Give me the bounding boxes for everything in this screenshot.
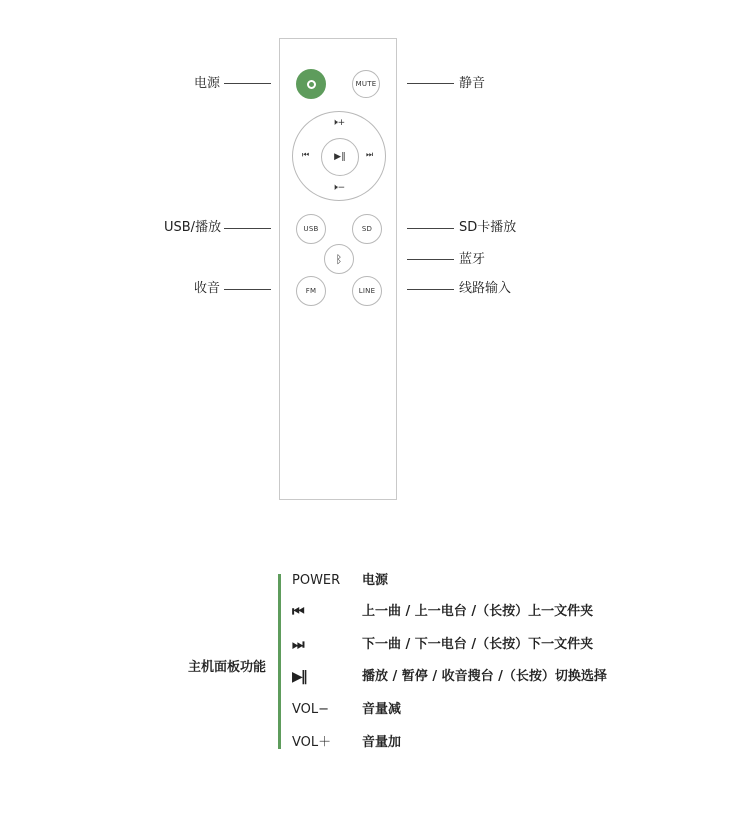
callout-sd-play: SD卡播放	[459, 220, 517, 235]
callout-line-line-in	[407, 289, 454, 290]
callout-power: 电源	[194, 76, 221, 91]
function-key-vol-up: VOL＋	[292, 735, 332, 750]
function-desc-next: 下一曲 / 下一电台 /（长按）下一文件夹	[362, 637, 594, 652]
mute-button[interactable]: MUTE	[352, 70, 380, 98]
callout-mute: 静音	[459, 76, 486, 91]
callout-line-mute	[407, 83, 454, 84]
power-button[interactable]	[296, 69, 326, 99]
navigation-ring	[292, 111, 386, 201]
sd-button[interactable]: SD	[352, 214, 382, 244]
callout-line-power	[224, 83, 271, 84]
usb-button[interactable]: USB	[296, 214, 326, 244]
callout-usb-play: USB/播放	[164, 220, 222, 235]
callout-radio: 收音	[194, 281, 221, 296]
fm-button[interactable]: FM	[296, 276, 326, 306]
play-pause-button[interactable]	[321, 138, 359, 176]
play-pause-icon: ▶‖	[292, 669, 306, 685]
previous-track-icon: ⏮	[292, 604, 303, 620]
function-key-power: POWER	[292, 573, 341, 588]
function-desc-previous: 上一曲 / 上一电台 /（长按）上一文件夹	[362, 604, 594, 619]
function-desc-vol-down: 音量减	[362, 702, 402, 717]
bluetooth-button[interactable]	[324, 244, 354, 274]
next-track-icon: ⏭	[292, 637, 303, 653]
function-desc-play-pause: 播放 / 暂停 / 收音搜台 /（长按）切换选择	[362, 669, 607, 684]
callout-bluetooth: 蓝牙	[459, 252, 486, 267]
next-track-icon[interactable]: ⏭	[366, 150, 374, 159]
functions-accent-bar	[278, 574, 281, 749]
line-button[interactable]: LINE	[352, 276, 382, 306]
play-pause-icon: ▶‖	[334, 152, 346, 162]
volume-down-icon[interactable]: 🕨−	[332, 183, 346, 193]
remote-control	[279, 38, 397, 500]
callout-line-bluetooth	[407, 259, 454, 260]
functions-title: 主机面板功能	[188, 660, 267, 675]
previous-track-icon[interactable]: ⏮	[302, 150, 310, 159]
callout-line-usb	[224, 228, 271, 229]
volume-up-icon[interactable]: 🕨+	[332, 118, 346, 128]
function-key-vol-down: VOL−	[292, 702, 330, 717]
callout-line-in: 线路输入	[459, 281, 512, 296]
power-icon	[307, 80, 316, 89]
bluetooth-icon: ᛒ	[335, 252, 343, 266]
callout-line-radio	[224, 289, 271, 290]
function-desc-power: 电源	[362, 573, 389, 588]
function-desc-vol-up: 音量加	[362, 735, 402, 750]
callout-line-sd	[407, 228, 454, 229]
